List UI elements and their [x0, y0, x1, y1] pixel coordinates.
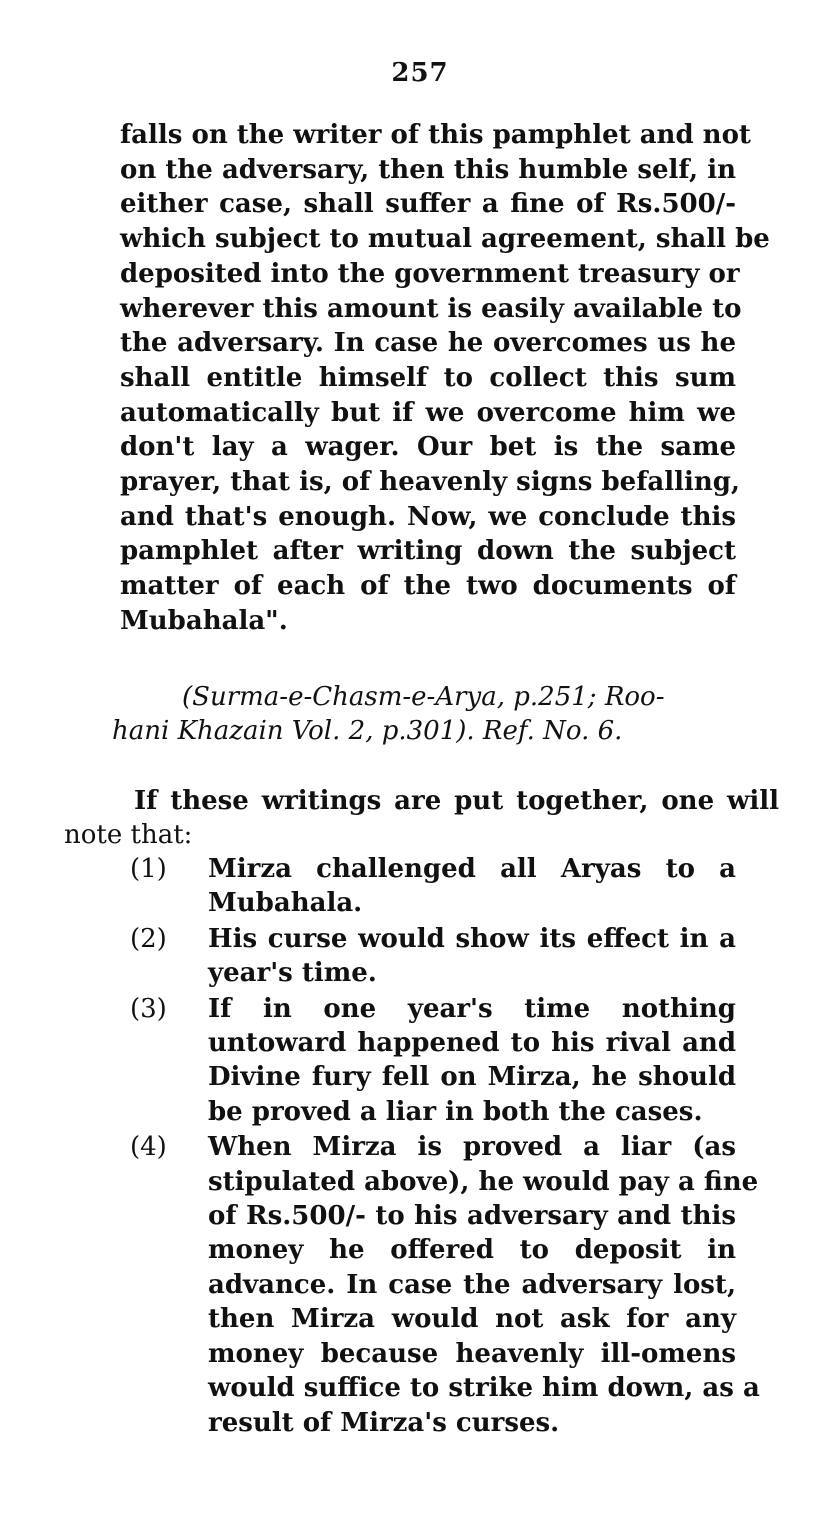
intro-line: If these writings are put together, one will: [134, 786, 779, 816]
list-item-line: result of Mirza's curses.: [208, 1407, 560, 1438]
paragraph-line: Mubahala".: [120, 605, 288, 636]
list-item: [130, 1130, 760, 1440]
list-item-number: (4): [130, 1132, 167, 1163]
list-item-line: be proved a liar in both the cases.: [208, 1096, 703, 1127]
list-item: [130, 992, 736, 1130]
paragraph-line: don't lay a wager. Our bet is the same: [120, 432, 736, 463]
list-item-number: (2): [130, 923, 167, 954]
list-item-line: then Mirza would not ask for any: [208, 1304, 736, 1335]
list-item-line: money because heavenly ill-omens: [208, 1338, 736, 1369]
list-item: [130, 922, 736, 991]
citation-line: hani Khazain Vol. 2, p.301). Ref. No. 6.: [112, 716, 623, 746]
list-item-line: stipulated above), he would pay a fine: [208, 1166, 759, 1197]
paragraph-line: and that's enough. Now, we conclude this: [120, 501, 736, 532]
paragraph-line: which subject to mutual agreement, shall be: [120, 224, 770, 255]
list-item-line: When Mirza is proved a liar (as: [208, 1132, 736, 1163]
list-item-number: (1): [130, 854, 167, 884]
list-item-number: (3): [130, 993, 167, 1024]
list-item-line: Divine fury fell on Mirza, he should: [208, 1062, 736, 1093]
paragraph-line: either case, shall suffer a fine of Rs.500/-: [120, 189, 736, 220]
citation-line: (Surma-e-Chasm-e-Arya, p.251; Roo-: [182, 682, 665, 712]
list-item-line: would suffice to strike him down, as a: [208, 1373, 760, 1404]
body-paragraph: [120, 118, 770, 639]
list-item-line: year's time.: [208, 958, 377, 989]
paragraph-line: pamphlet after writing down the subject: [120, 536, 736, 567]
list-item-line: advance. In case the adversary lost,: [208, 1269, 736, 1300]
paragraph-line: matter of each of the two documents of: [120, 571, 736, 602]
paragraph-line: on the adversary, then this humble self, in: [120, 154, 736, 185]
paragraph-line: shall entitle himself to collect this sum: [120, 362, 736, 393]
list-item-line: untoward happened to his rival and: [208, 1028, 736, 1059]
paragraph-line: the adversary. In case he overcomes us he: [120, 328, 736, 359]
list-intro: [64, 784, 779, 852]
page-number: 257: [391, 58, 449, 88]
paragraph-line: wherever this amount is easily available to: [120, 293, 742, 324]
intro-line: note that:: [64, 820, 193, 850]
numbered-list: [130, 852, 760, 1441]
paragraph-line: prayer, that is, of heavenly signs befalling,: [120, 467, 740, 498]
list-item-line: His curse would show its effect in a: [208, 923, 736, 954]
list-item-line: Mubahala.: [208, 888, 363, 919]
list-item-line: money he offered to deposit in: [208, 1235, 736, 1266]
paragraph-line: automatically but if we overcome him we: [120, 397, 736, 428]
list-item: [130, 852, 736, 921]
paragraph-line: falls on the writer of this pamphlet and not: [120, 120, 751, 150]
list-item-line: Mirza challenged all Aryas to a: [208, 854, 736, 884]
list-item-line: of Rs.500/- to his adversary and this: [208, 1201, 736, 1232]
list-item-line: If in one year's time nothing: [208, 993, 736, 1024]
paragraph-line: deposited into the government treasury or: [120, 258, 740, 289]
citation: [112, 680, 732, 748]
